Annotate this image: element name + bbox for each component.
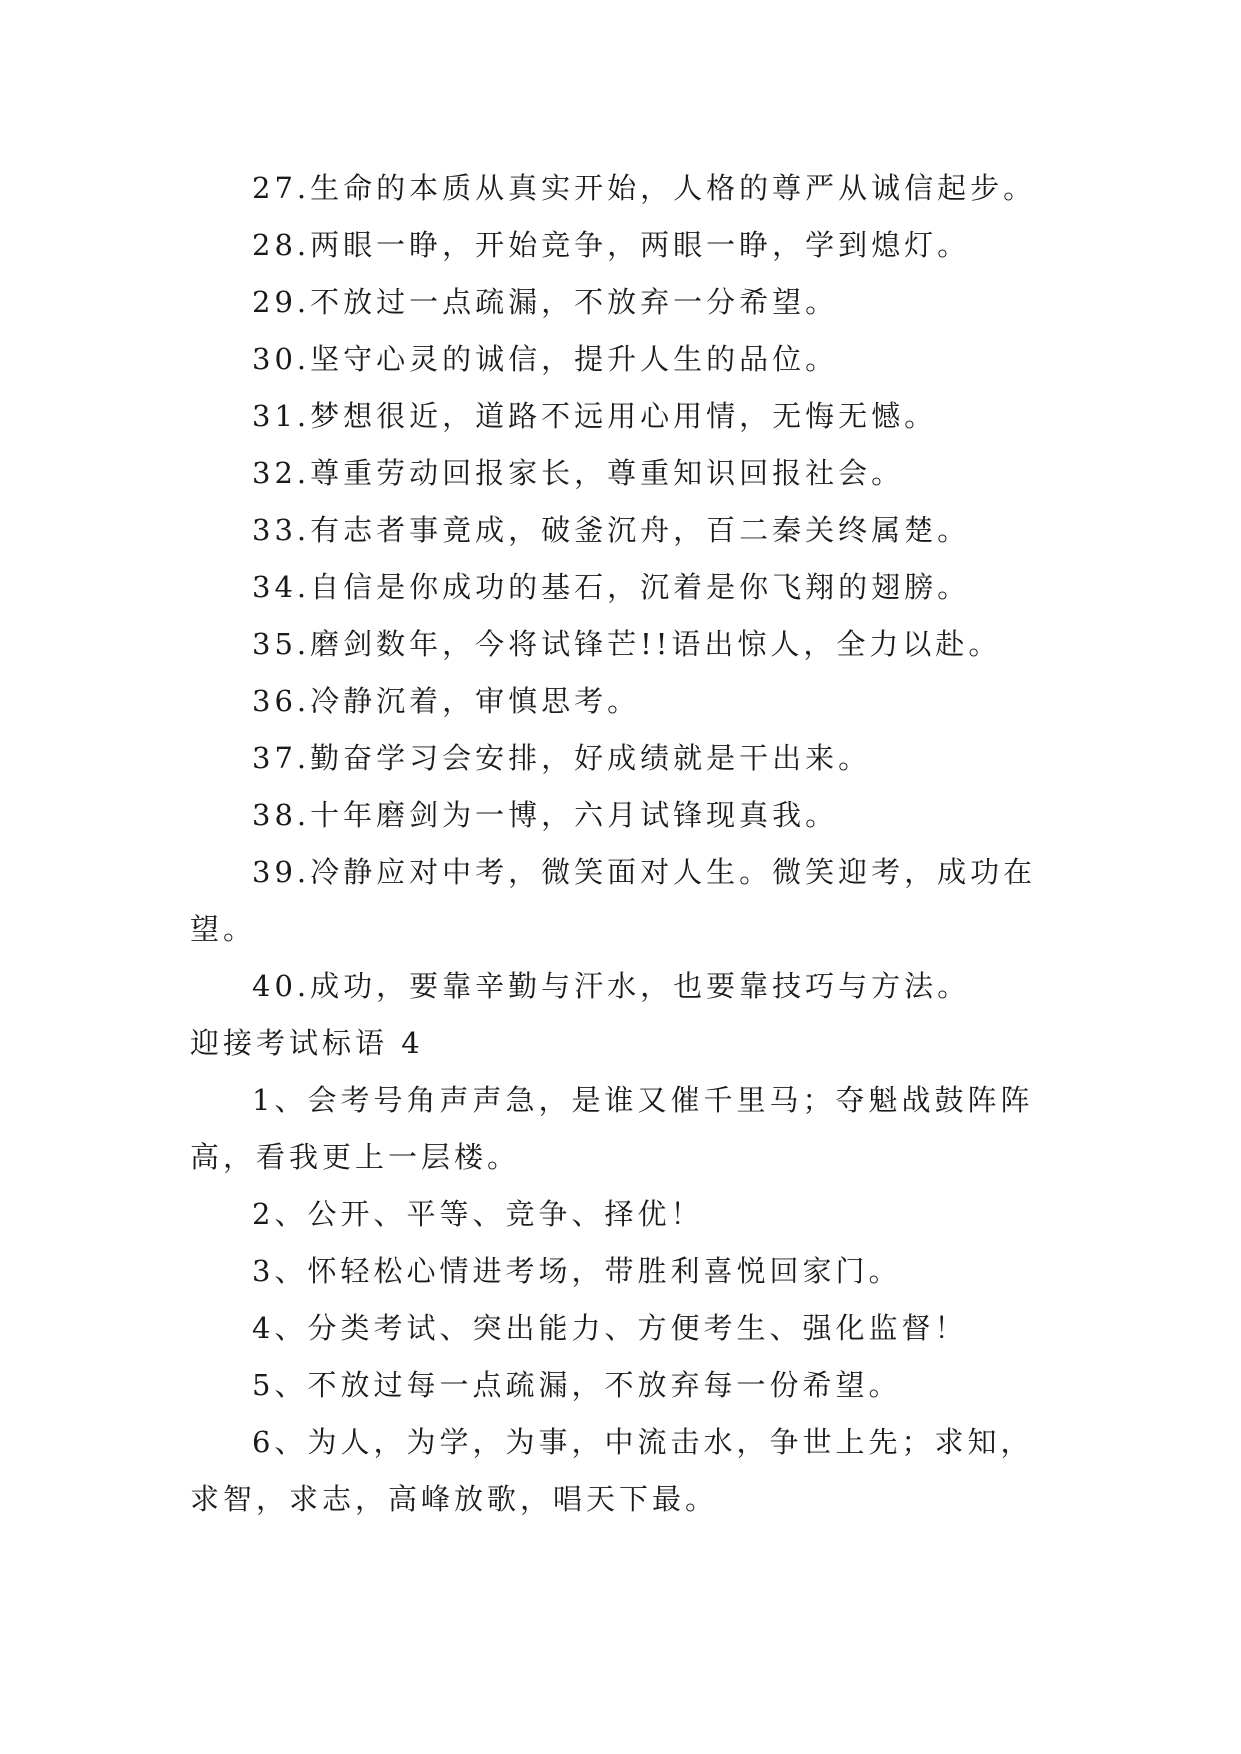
- section4-item-2: 2、公开、平等、竞争、择优！: [252, 1197, 704, 1231]
- slogan-item-40: 40.成功，要靠辛勤与汗水，也要靠技巧与方法。: [252, 969, 971, 1003]
- slogan-item-36: 36.冷静沉着，审慎思考。: [252, 684, 641, 718]
- document-body: [190, 160, 1050, 1528]
- slogan-item-30: 30.坚守心灵的诚信，提升人生的品位。: [252, 342, 839, 376]
- section4-item-1: 1、会考号角声声急，是谁又催千里马；夺魁战鼓阵阵高，看我更上一层楼。: [190, 1083, 1034, 1174]
- slogan-item-37: 37.勤奋学习会安排，好成绩就是干出来。: [252, 741, 872, 775]
- slogan-item-34: 34.自信是你成功的基石，沉着是你飞翔的翅膀。: [252, 570, 971, 604]
- section4-item-6: 6、为人，为学，为事，中流击水，争世上先；求知，求智，求志，高峰放歌，唱天下最。: [190, 1425, 1034, 1516]
- section4-item-5: 5、不放过每一点疏漏，不放弃每一份希望。: [252, 1368, 902, 1402]
- slogan-item-28: 28.两眼一睁，开始竞争，两眼一睁，学到熄灯。: [252, 228, 971, 262]
- slogan-item-39: 39.冷静应对中考，微笑面对人生。微笑迎考，成功在望。: [190, 855, 1037, 946]
- slogan-item-31: 31.梦想很近，道路不远用心用情，无悔无憾。: [252, 399, 938, 433]
- section4-item-3: 3、怀轻松心情进考场，带胜利喜悦回家门。: [252, 1254, 902, 1288]
- slogan-item-38: 38.十年磨剑为一博，六月试锋现真我。: [252, 798, 839, 832]
- slogan-item-33: 33.有志者事竟成，破釜沉舟，百二秦关终属楚。: [252, 513, 971, 547]
- slogan-item-35: 35.磨剑数年，今将试锋芒!!语出惊人，全力以赴。: [252, 627, 1002, 661]
- section-heading: 迎接考试标语 4: [190, 1026, 424, 1060]
- section4-item-4: 4、分类考试、突出能力、方便考生、强化监督！: [252, 1311, 968, 1345]
- slogan-item-32: 32.尊重劳动回报家长，尊重知识回报社会。: [252, 456, 905, 490]
- slogan-item-27: 27.生命的本质从真实开始，人格的尊严从诚信起步。: [252, 171, 1037, 205]
- slogan-item-29: 29.不放过一点疏漏，不放弃一分希望。: [252, 285, 839, 319]
